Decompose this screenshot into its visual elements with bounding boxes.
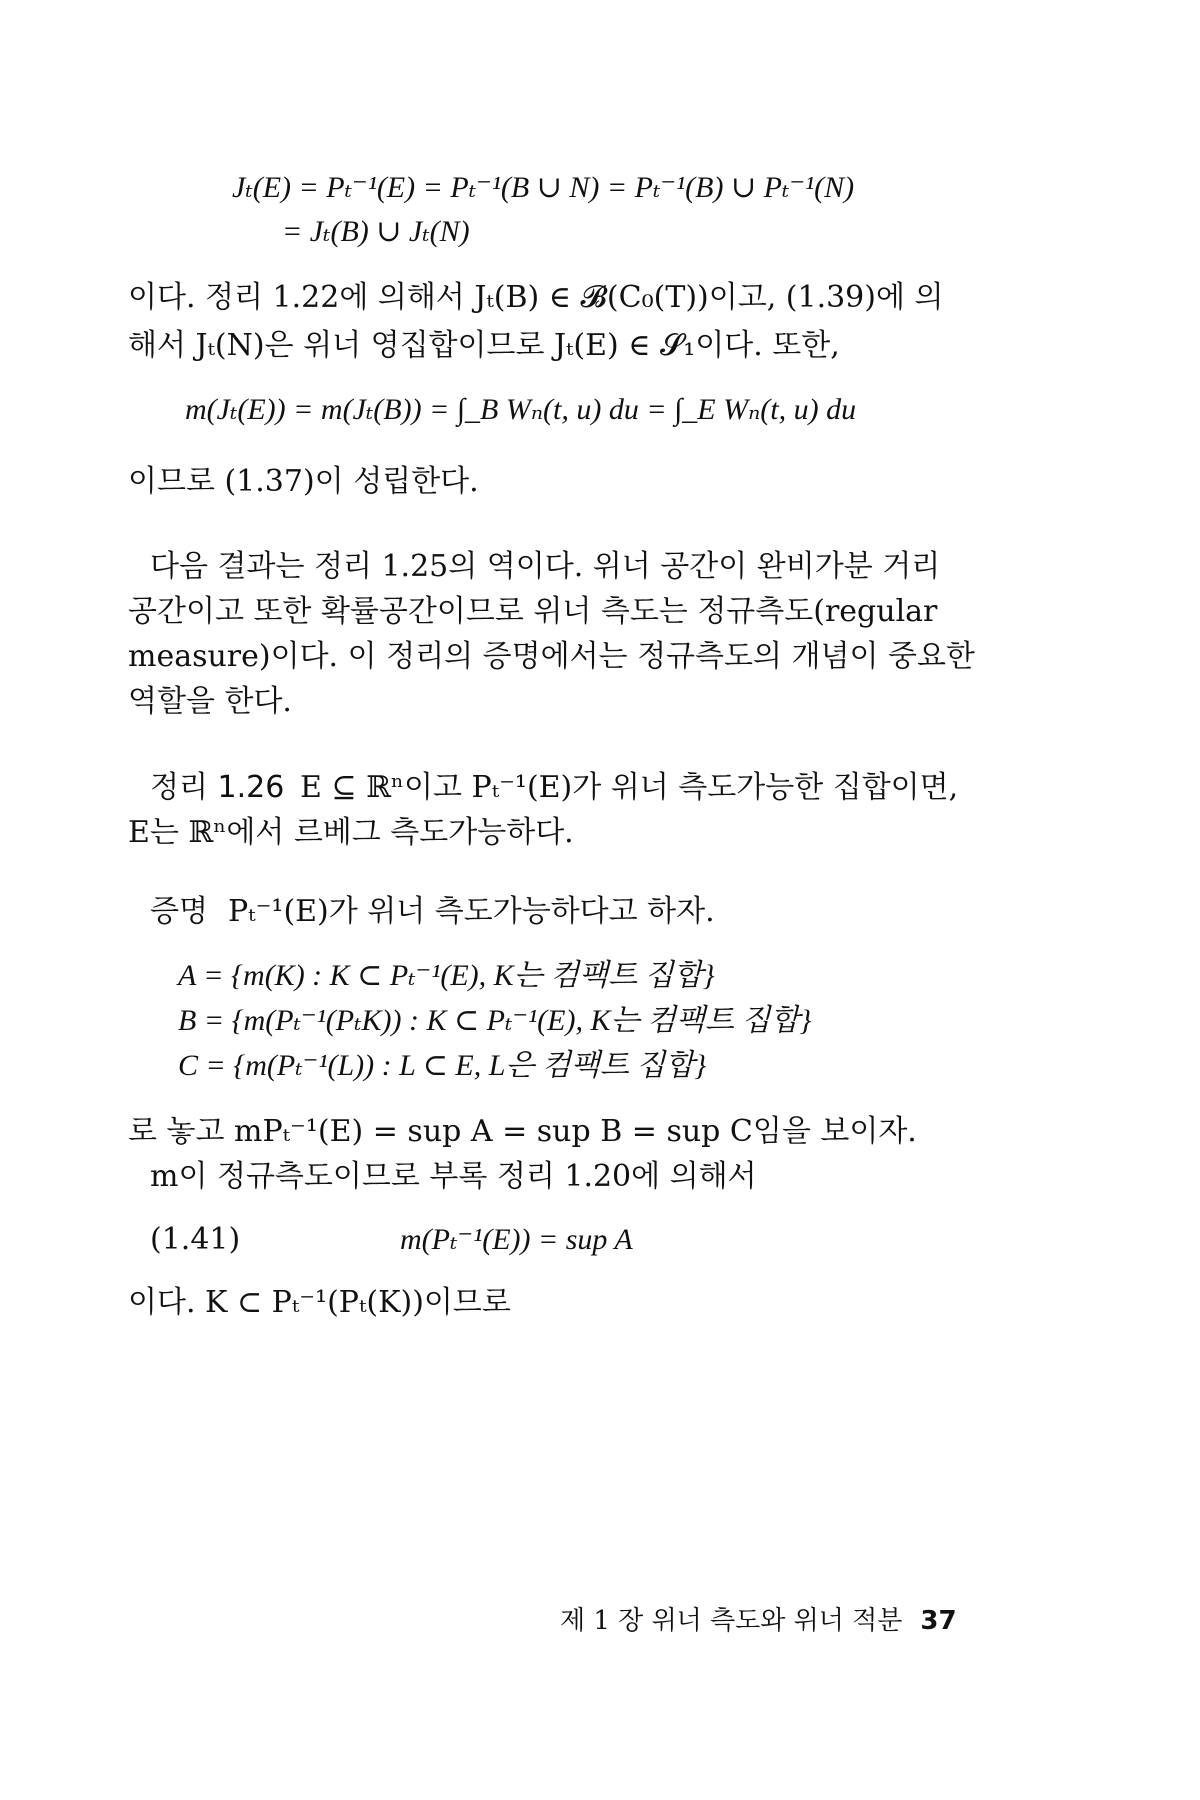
paragraph-line: 로 놓고 mPₜ⁻¹(E) = sup A = sup B = sup C임을 보이자. [128,1114,917,1149]
paragraph-line: 공간이고 또한 확률공간이므로 위너 측도는 정규측도(regular [128,594,938,629]
paragraph-line: 다음 결과는 정리 1.25의 역이다. 위너 공간이 완비가분 거리 [150,549,941,584]
set-definition: A = {m(K) : K ⊂ Pₜ⁻¹(E), K는 컴팩트 집합} [178,959,715,992]
set-definition: C = {m(Pₜ⁻¹(L)) : L ⊂ E, L은 컴팩트 집합} [178,1049,707,1082]
paragraph-line: 이다. 정리 1.22에 의해서 Jₜ(B) ∈ 𝓑(C₀(T))이고, (1.39)에 의 [128,280,944,315]
page-number: 37 [920,1606,957,1636]
equation-line: m(Pₜ⁻¹(E)) = sup A [400,1223,633,1256]
paragraph-line: 이다. K ⊂ Pₜ⁻¹(Pₜ(K))이므로 [128,1285,511,1320]
paragraph-line: 해서 Jₜ(N)은 위너 영집합이므로 Jₜ(E) ∈ 𝓢₁이다. 또한, [128,328,840,363]
theorem-statement: E는 ℝⁿ에서 르베그 측도가능하다. [128,815,574,850]
equation-line: Jₜ(E) = Pₜ⁻¹(E) = Pₜ⁻¹(B ∪ N) = Pₜ⁻¹(B) ∪ Pₜ⁻¹(N) [232,171,855,204]
equation-line: = Jₜ(B) ∪ Jₜ(N) [282,215,470,248]
theorem-statement: E ⊆ ℝⁿ이고 Pₜ⁻¹(E)가 위너 측도가능한 집합이면, [300,770,959,805]
paragraph-line: measure)이다. 이 정리의 증명에서는 정규측도의 개념이 중요한 [128,639,975,674]
paragraph-line: 역할을 한다. [128,684,292,719]
equation-number: (1.41) [150,1222,241,1257]
proof-label: 증명 [150,894,208,929]
set-definition: B = {m(Pₜ⁻¹(PₜK)) : K ⊂ Pₜ⁻¹(E), K는 컴팩트 집합} [178,1004,812,1037]
running-footer-chapter: 제 1 장 위너 측도와 위너 적분 [560,1606,903,1636]
paragraph-line: 이므로 (1.37)이 성립한다. [128,464,479,499]
page-footer [560,1600,957,1637]
theorem-label: 정리 1.26 [150,770,285,805]
paragraph-line: m이 정규측도이므로 부록 정리 1.20에 의해서 [150,1159,757,1194]
paragraph-line: Pₜ⁻¹(E)가 위너 측도가능하다고 하자. [228,894,715,929]
equation-line: m(Jₜ(E)) = m(Jₜ(B)) = ∫_B Wₙ(t, u) du = ∫_E Wₙ(t, u) du [185,393,857,426]
